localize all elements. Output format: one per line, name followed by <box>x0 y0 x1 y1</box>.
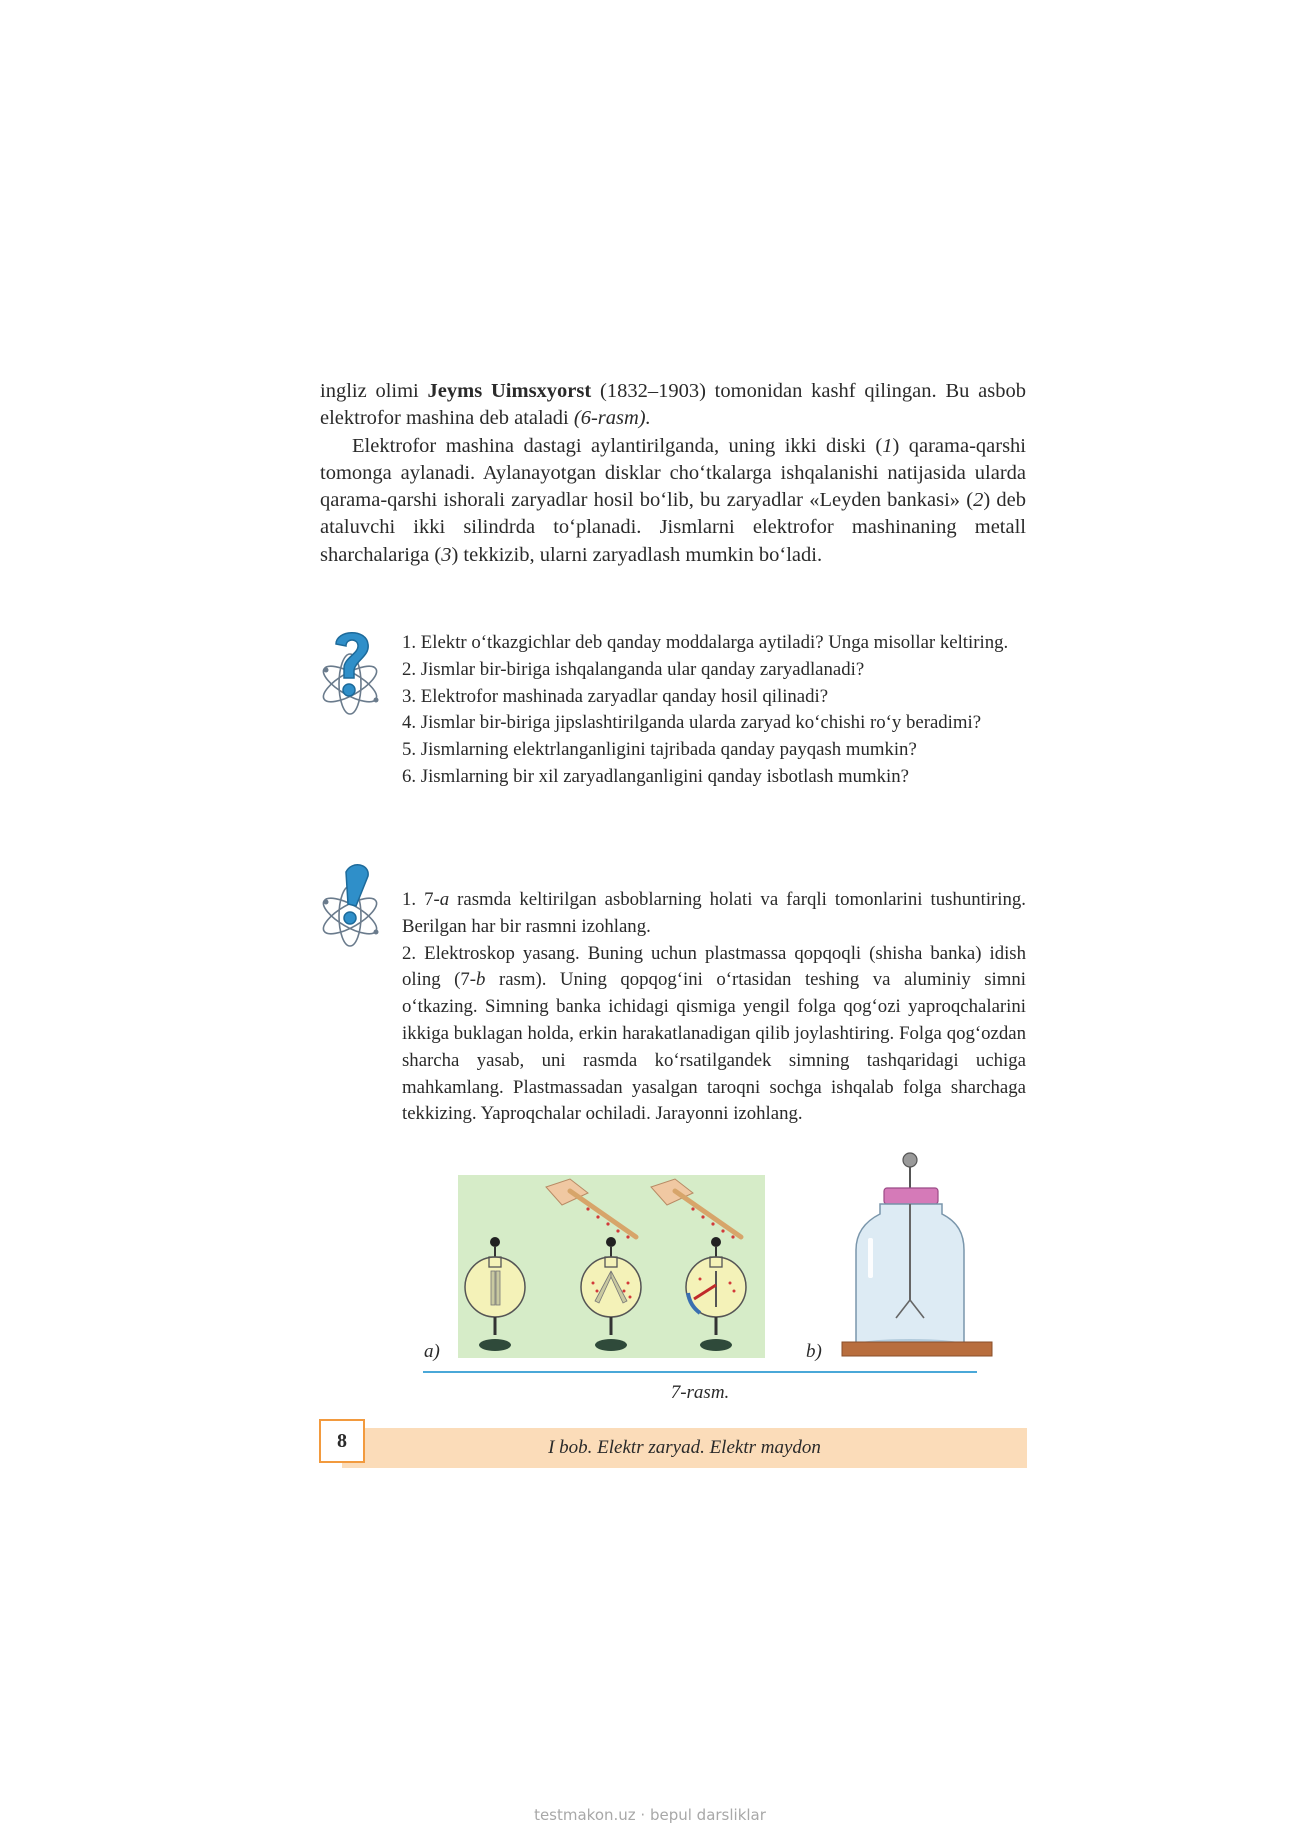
intro-text <box>320 378 1026 569</box>
intro-paragraph-2: Elektrofor mashina dastagi aylantirilganda, uning ikki diski (1) qarama-qarshi tomonga aylanadi. Aylanayotgan disklar cho‘tkalarga ishqalanishi natijasida ularda qarama-qarshi ishorali zaryadlar hosil bo‘lib, bu zaryadlar «Leyden bankasi» (2) deb ataluvchi ikki silindrda to‘planadi. Jismlarni elektrofor mashinaning metall sharchalariga (3) tekkizib, ularni zaryadlash mumkin bo‘ladi. <box>320 434 1027 566</box>
exclamation-atom-icon <box>316 854 388 954</box>
page-number: 8 <box>319 1419 365 1463</box>
practical-tasks <box>402 887 1026 1128</box>
question-item: 6. Jismlarning bir xil zaryadlanganligini qanday isbotlash mumkin? <box>402 765 910 787</box>
figure-label-a: a) <box>424 1341 440 1362</box>
chapter-title: I bob. Elektr zaryad. Elektr maydon <box>548 1437 821 1458</box>
electroscopes-illustration <box>458 1175 765 1358</box>
question-item: 2. Jismlar bir-biriga ishqalanganda ular qanday zaryadlanadi? <box>402 658 865 680</box>
watermark: testmakon.uz · bepul darsliklar <box>534 1806 766 1824</box>
question-item: 3. Elektrofor mashinada zaryadlar qanday hosil qilinadi? <box>402 685 829 707</box>
task-item: 2. Elektroskop yasang. Buning uchun plastmassa qopqoqli (shisha banka) idish oling (7-b rasm). Uning qopqog‘ini o‘rtasidan teshing va aluminiy simni o‘tkazing. Simning banka ichidagi qismiga yengil folga qog‘ozi yaproqchalarini ikkiga buklagan holda, erkin harakatlanadigan qilib joylashtiring. Folga qog‘ozdan sharcha yasab, uni rasmda ko‘rsatilgandek simning tashqaridagi uchiga mahkamlang. Plastmassadan yasalgan taroqni sochga ishqalab folga sharchaga tekkizing. Yaproqchalar ochiladi. Jarayonni izohlang. <box>402 942 1026 1125</box>
figure-caption: 7-rasm. <box>670 1382 730 1403</box>
task-item: 1. 7-a rasmda keltirilgan asboblarning holati va farqli tomonlarini tushuntiring. Berilgan har bir rasmni izohlang. <box>402 889 1026 937</box>
jar-electroscope-illustration <box>840 1150 996 1358</box>
question-mark-atom-icon <box>316 622 388 722</box>
question-item: 4. Jismlar bir-biriga jipslashtirilganda ularda zaryad ko‘chishi ro‘y beradimi? <box>402 712 982 734</box>
caption-rule <box>423 1371 977 1373</box>
question-item: 1. Elektr o‘tkazgichlar deb qanday moddalarga aytiladi? Unga misollar keltiring. <box>402 632 1009 653</box>
review-questions <box>402 630 1026 791</box>
question-item: 5. Jismlarning elektrlanganligini tajribada qanday payqash mumkin? <box>402 739 917 761</box>
intro-paragraph-1: ingliz olimi Jeyms Uimsxyorst (1832–1903) tomonidan kashf qilingan. Bu asbob elektrofor mashina deb ataladi (6-rasm). <box>320 380 1026 430</box>
figure-label-b: b) <box>806 1341 822 1362</box>
